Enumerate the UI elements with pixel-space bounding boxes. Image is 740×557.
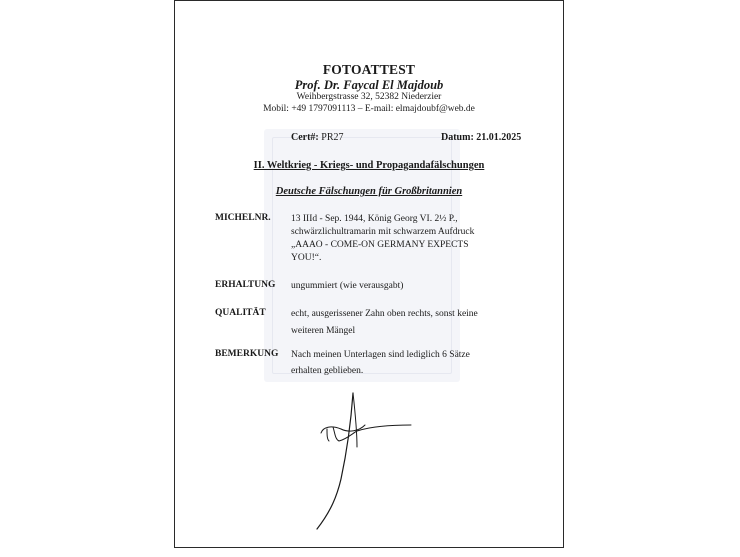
cert-number: PR27 [321, 132, 344, 143]
field-label-erhaltung: ERHALTUNG [215, 280, 276, 290]
certificate-page [174, 0, 564, 548]
field-line: erhalten geblieben. [291, 366, 364, 376]
expert-address: Weihbergstrasse 32, 52382 Niederzier [296, 92, 442, 102]
field-value-erhaltung [291, 280, 541, 293]
field-line: „AAAO - COME-ON GERMANY EXPECTS [291, 240, 469, 250]
field-value-michelnr [291, 213, 541, 265]
cert-label: Cert#: [291, 132, 319, 143]
subcategory-heading: Deutsche Fälschungen für Großbritannien [275, 186, 463, 197]
cert-number-row [291, 132, 344, 143]
field-line: 13 IIId - Sep. 1944, König Georg VI. 2½ P., [291, 214, 458, 224]
field-line: echt, ausgerissener Zahn oben rechts, sonst keine [291, 309, 478, 319]
field-line: ungummiert (wie verausgabt) [291, 281, 404, 291]
field-line: schwärzlichultramarin mit schwarzem Aufdruck [291, 227, 475, 237]
category-heading: II. Weltkrieg - Kriegs- und Propagandafälschungen [253, 160, 485, 171]
field-label-qualitaet: QUALITÄT [215, 308, 266, 318]
expert-contact: Mobil: +49 1797091113 – E-mail: elmajdoubf@web.de [263, 104, 475, 114]
field-value-bemerkung [291, 349, 541, 378]
handwritten-signature [305, 381, 445, 531]
certificate-date: Datum: 21.01.2025 [441, 132, 522, 143]
field-line: weiteren Mängel [291, 326, 356, 336]
field-line: YOU!“. [291, 253, 322, 263]
field-label-michelnr: MICHELNR. [215, 213, 271, 223]
field-label-bemerkung: BEMERKUNG [215, 349, 279, 359]
field-line: Nach meinen Unterlagen sind lediglich 6 Sätze [291, 350, 470, 360]
certificate-title: FOTOATTEST [322, 62, 416, 77]
field-value-qualitaet [291, 308, 541, 338]
expert-name: Prof. Dr. Faycal El Majdoub [294, 78, 444, 92]
